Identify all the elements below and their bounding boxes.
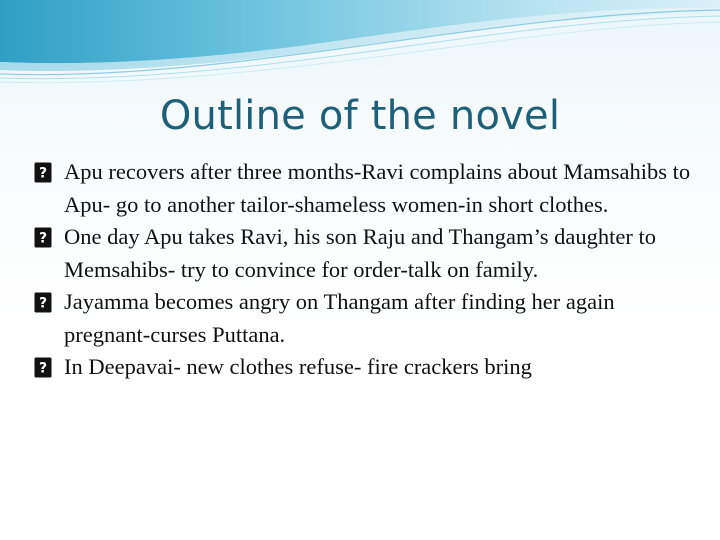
replacement-character-icon — [34, 292, 52, 313]
bullet-text: Jayamma becomes angry on Thangam after finding her again pregnant-curses Puttana. — [64, 289, 615, 347]
bullet-text: In Deepavai- new clothes refuse- fire crackers bring — [64, 354, 532, 379]
replacement-character-icon — [34, 357, 52, 378]
replacement-character-icon — [34, 162, 52, 183]
slide-title: Outline of the novel — [159, 93, 561, 139]
svg-text:?: ? — [38, 295, 48, 312]
replacement-character-icon — [34, 227, 52, 248]
bullet-item — [28, 286, 698, 351]
svg-text:?: ? — [38, 230, 48, 247]
bullet-list — [28, 156, 698, 384]
decorative-wave-header — [0, 0, 720, 90]
bullet-item — [28, 156, 698, 221]
svg-text:?: ? — [38, 165, 48, 182]
bullet-text: Apu recovers after three months-Ravi complains about Mamsahibs to Apu- go to another tailor-shameless women-in short clothes. — [64, 159, 691, 217]
svg-text:?: ? — [38, 360, 48, 377]
bullet-text: One day Apu takes Ravi, his son Raju and Thangam’s daughter to Memsahibs- try to convince for order-talk on family. — [64, 224, 656, 282]
bullet-item — [28, 351, 698, 384]
bullet-item — [28, 221, 698, 286]
